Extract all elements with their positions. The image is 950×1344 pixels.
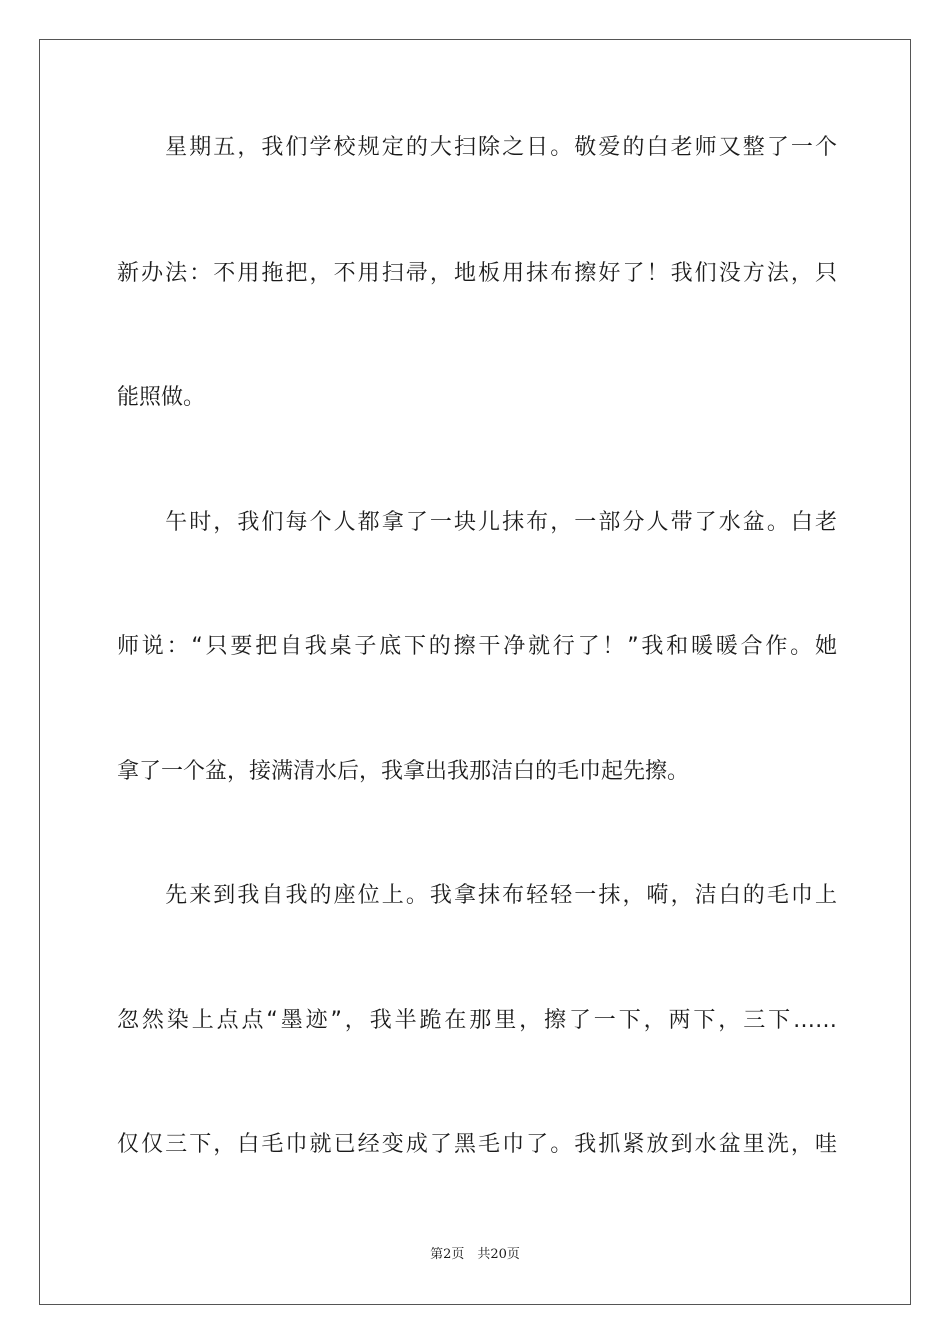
body-text-line: 师说：“只要把自我桌子底下的擦干净就行了！”我和暖暖合作。她: [117, 634, 837, 659]
body-text-line: 拿了一个盆，接满清水后，我拿出我那洁白的毛巾起先擦。: [117, 759, 690, 784]
body-text-line: 先来到我自我的座位上。我拿抹布轻轻一抹，嗬，洁白的毛巾上: [117, 883, 837, 908]
body-text-line: 仅仅三下，白毛巾就已经变成了黑毛巾了。我抓紧放到水盆里洗，哇: [117, 1132, 837, 1157]
body-text-line: 午时，我们每个人都拿了一块儿抹布，一部分人带了水盆。白老: [117, 510, 837, 535]
body-text-line: 星期五，我们学校规定的大扫除之日。敬爱的白老师又整了一个: [117, 135, 837, 160]
page-number-footer: 第2页 共20页: [430, 1247, 520, 1262]
body-text-line: 忽然染上点点“墨迹”，我半跪在那里，擦了一下，两下，三下……: [117, 1008, 837, 1033]
page-border: [39, 39, 911, 1305]
body-text-line: 新办法：不用拖把，不用扫帚，地板用抹布擦好了！我们没方法，只: [117, 261, 837, 286]
body-text-line: 能照做。: [117, 385, 206, 410]
